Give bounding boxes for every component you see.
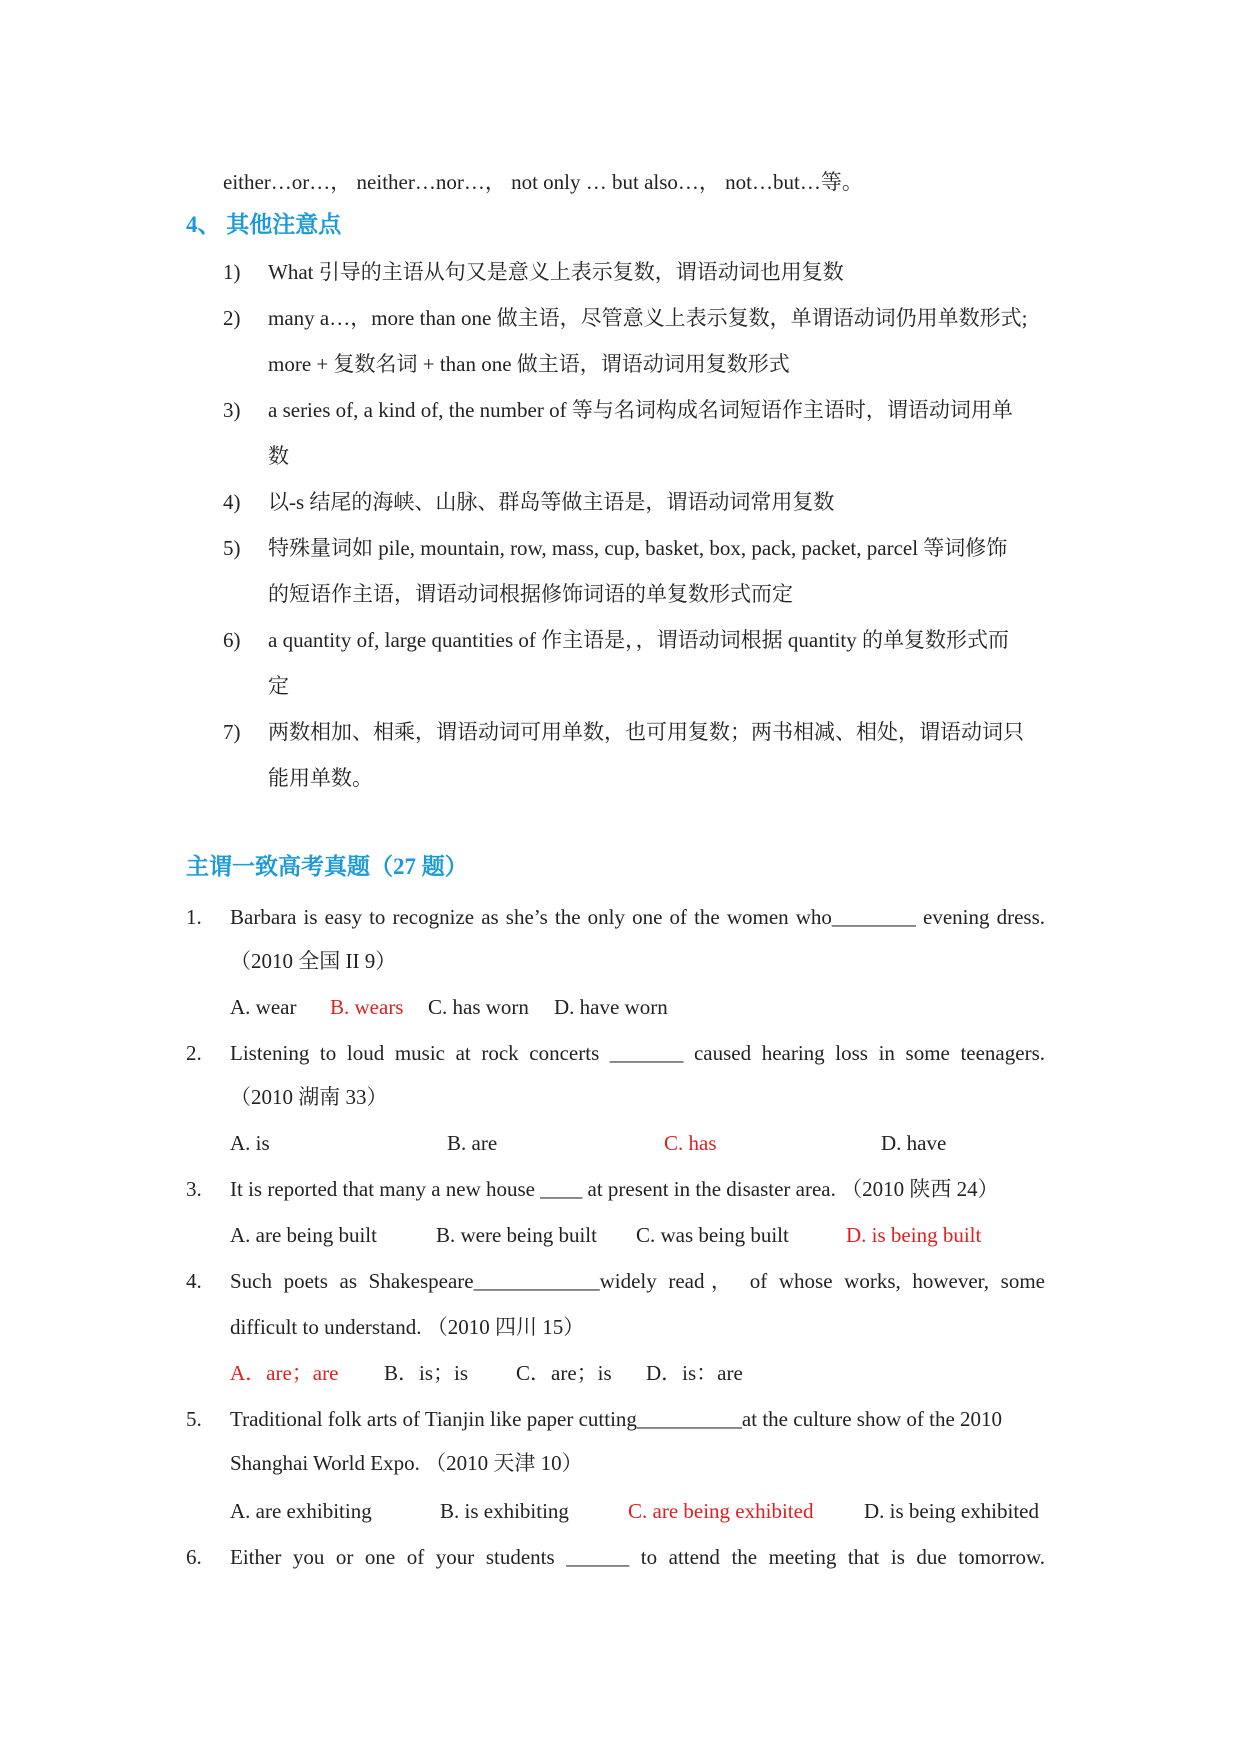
list-item-line: a series of, a kind of, the number of 等与名词构成名词短语作主语时，谓语动词用单	[268, 398, 1013, 422]
section4-heading: 4、 其他注意点	[186, 212, 342, 237]
option-b: B. is exhibiting	[440, 1499, 569, 1523]
list-item-number: 7)	[223, 720, 241, 744]
question-number: 3.	[186, 1177, 202, 1201]
question-text: Either you or one of your students ______ to attend the meeting that is due tomorrow.	[230, 1545, 1045, 1569]
list-item-line: What 引导的主语从句又是意义上表示复数，谓语动词也用复数	[268, 260, 844, 284]
option-a-answer: A．are；are	[230, 1361, 339, 1385]
exam-heading: 主谓一致高考真题（27 题）	[186, 854, 468, 879]
list-item-line: 以-s 结尾的海峡、山脉、群岛等做主语是，谓语动词常用复数	[268, 490, 835, 514]
option-b-answer: B. wears	[330, 995, 404, 1019]
list-item-number: 3)	[223, 398, 241, 422]
option-d-answer: D. is being built	[846, 1223, 982, 1247]
list-item-number: 5)	[223, 536, 241, 560]
option-a: A. is	[230, 1131, 270, 1155]
question-number: 4.	[186, 1269, 202, 1293]
option-d: D. have worn	[554, 995, 668, 1019]
list-item-line: many a…，more than one 做主语，尽管意义上表示复数，单谓语动词仍用单数形式;	[268, 306, 1028, 330]
question-number: 1.	[186, 905, 202, 929]
list-item-number: 6)	[223, 628, 241, 652]
option-a: A. wear	[230, 995, 297, 1019]
option-b: B. are	[447, 1131, 498, 1155]
list-item-number: 1)	[223, 260, 241, 284]
option-d: D. have	[881, 1131, 947, 1155]
option-d: D. is being exhibited	[864, 1499, 1039, 1523]
list-item-line: 两数相加、相乘，谓语动词可用单数，也可用复数；两书相减、相处，谓语动词只	[268, 720, 1024, 744]
option-d: D．is：are	[646, 1361, 743, 1385]
option-b: B．is；is	[384, 1361, 469, 1385]
list-item-number: 2)	[223, 306, 241, 330]
list-item-line: 数	[268, 444, 289, 468]
question-number: 6.	[186, 1545, 202, 1569]
question-text: Barbara is easy to recognize as she’s the only one of the women who________ evening dress.	[230, 905, 1045, 929]
intro-line: either…or…， neither…nor…， not only … but also…， not…but…等。	[223, 170, 863, 194]
list-item-line: a quantity of, large quantities of 作主语是，，谓语动词根据 quantity 的单复数形式而	[268, 628, 1009, 652]
question-text: It is reported that many a new house ____ at present in the disaster area. （2010 陕西 24）	[230, 1177, 999, 1201]
option-c: C．are；is	[516, 1361, 612, 1385]
option-c-answer: C. has	[664, 1131, 717, 1155]
option-c-answer: C. are being exhibited	[628, 1499, 814, 1523]
list-item-line: 特殊量词如 pile, mountain, row, mass, cup, basket, box, pack, packet, parcel 等词修饰	[268, 536, 1008, 560]
question-text: Listening to loud music at rock concerts _______ caused hearing loss in some teenagers.	[230, 1041, 1045, 1065]
option-a: A. are being built	[230, 1223, 377, 1247]
question-source: （2010 湖南 33）	[230, 1085, 388, 1109]
question-number: 2.	[186, 1041, 202, 1065]
list-item-line: more + 复数名词 + than one 做主语，谓语动词用复数形式	[268, 352, 790, 376]
option-b: B. were being built	[436, 1223, 597, 1247]
question-text-cont: difficult to understand. （2010 四川 15）	[230, 1315, 585, 1339]
option-a: A. are exhibiting	[230, 1499, 372, 1523]
question-number: 5.	[186, 1407, 202, 1431]
list-item-line: 的短语作主语，谓语动词根据修饰词语的单复数形式而定	[268, 582, 793, 606]
list-item-line: 定	[268, 674, 289, 698]
list-item-number: 4)	[223, 490, 241, 514]
question-text: Traditional folk arts of Tianjin like paper cutting__________at the culture show of the 2010	[230, 1407, 1003, 1431]
question-text: Such poets as Shakespeare____________widely read， of whose works, however, some	[230, 1269, 1045, 1293]
option-c: C. has worn	[428, 995, 529, 1019]
question-source: （2010 全国 II 9）	[230, 949, 397, 973]
question-text-cont: Shanghai World Expo. （2010 天津 10）	[230, 1451, 583, 1475]
option-c: C. was being built	[636, 1223, 789, 1247]
list-item-line: 能用单数。	[268, 766, 373, 790]
